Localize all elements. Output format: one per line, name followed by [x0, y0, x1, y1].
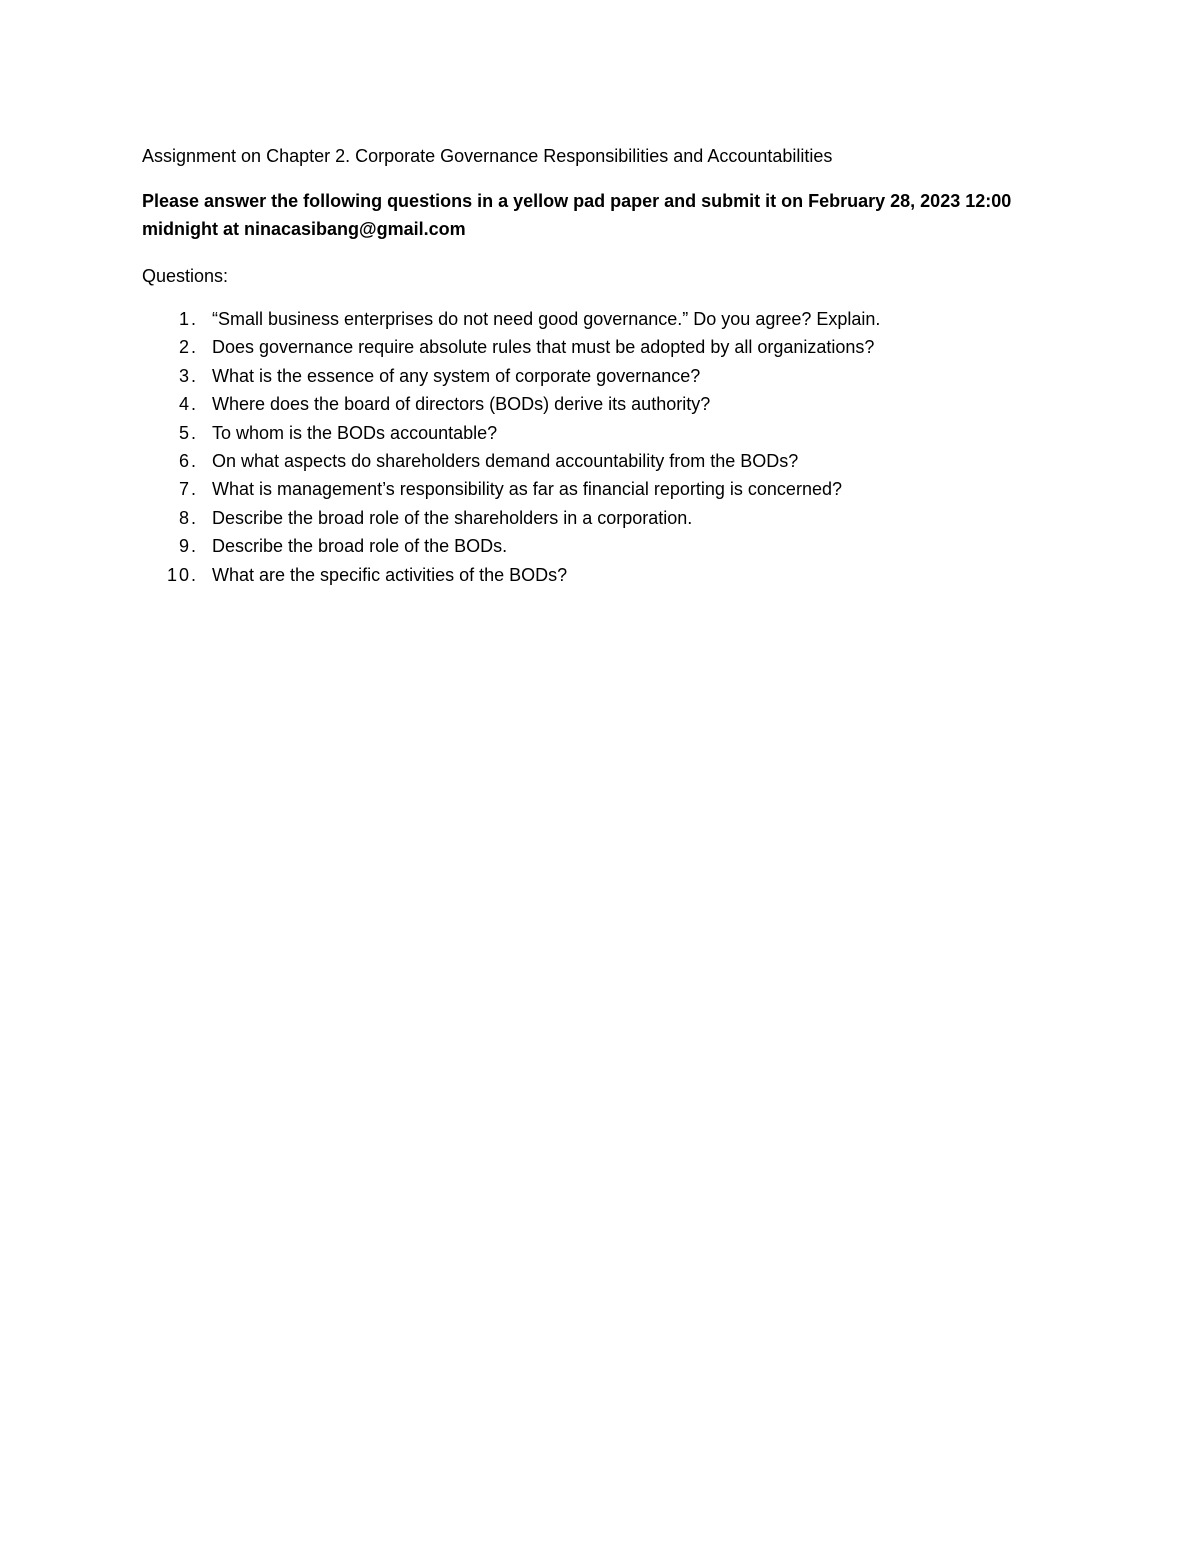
- question-number: 5.: [178, 422, 198, 443]
- question-number: 7.: [178, 479, 198, 500]
- question-number: 10.: [166, 564, 198, 585]
- document-title: Assignment on Chapter 2. Corporate Governance Responsibilities and Accountabilities: [142, 146, 833, 166]
- question-item: [142, 561, 1082, 589]
- question-item: [142, 390, 1082, 418]
- question-item: [142, 475, 1082, 503]
- submission-instructions: Please answer the following questions in a yellow pad paper and submit it on February 28, 2023 12:00 midnight at ninacasibang@gmail.com: [142, 191, 1012, 239]
- question-list: [142, 305, 1082, 589]
- question-item: [142, 305, 1082, 333]
- question-number: 9.: [178, 536, 198, 557]
- question-text: What is management’s responsibility as far as financial reporting is concerned?: [212, 479, 842, 500]
- document-body: [142, 143, 1082, 589]
- question-item: [142, 447, 1082, 475]
- question-number: 3.: [178, 365, 198, 386]
- question-item: [142, 362, 1082, 390]
- question-text: To whom is the BODs accountable?: [212, 422, 498, 443]
- question-text: “Small business enterprises do not need good governance.” Do you agree? Explain.: [212, 309, 881, 329]
- question-text: On what aspects do shareholders demand accountability from the BODs?: [212, 451, 799, 472]
- question-text: Describe the broad role of the shareholders in a corporation.: [212, 507, 693, 528]
- question-text: What is the essence of any system of corporate governance?: [212, 365, 701, 386]
- question-text: What are the specific activities of the BODs?: [212, 564, 568, 585]
- question-text: Does governance require absolute rules that must be adopted by all organizations?: [212, 337, 875, 358]
- question-item: [142, 532, 1082, 560]
- question-number: 1.: [178, 309, 198, 329]
- question-number: 4.: [178, 394, 198, 415]
- question-item: [142, 333, 1082, 361]
- question-number: 8.: [178, 507, 198, 528]
- questions-heading: Questions:: [142, 266, 229, 286]
- question-text: Where does the board of directors (BODs) derive its authority?: [212, 394, 711, 415]
- question-text: Describe the broad role of the BODs.: [212, 536, 508, 557]
- question-number: 6.: [178, 451, 198, 472]
- question-item: [142, 419, 1082, 447]
- question-item: [142, 504, 1082, 532]
- question-number: 2.: [178, 337, 198, 358]
